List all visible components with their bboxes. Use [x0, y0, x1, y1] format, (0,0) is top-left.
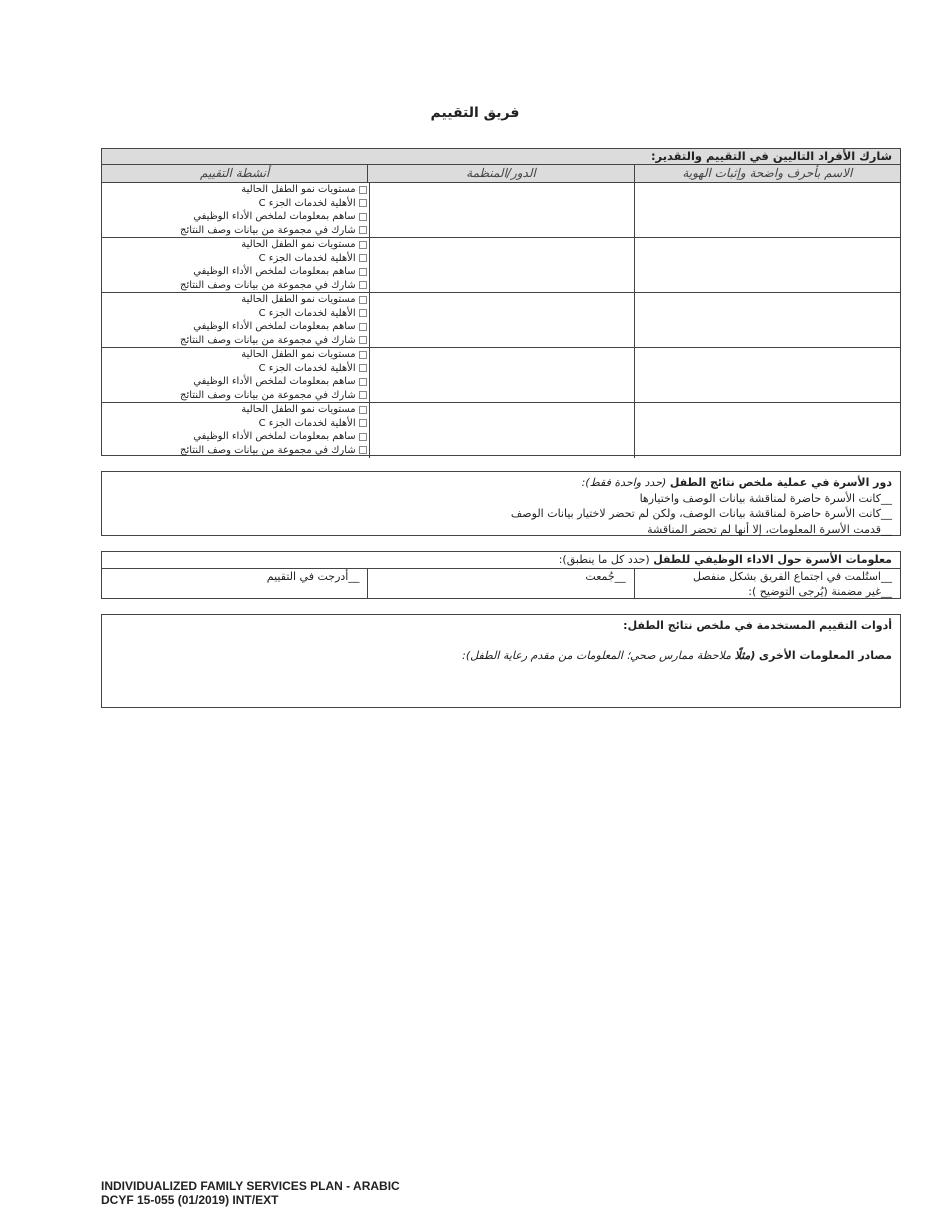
- collected-option[interactable]: __جُمعت: [585, 570, 626, 583]
- column-activities: أنشطة التقييم: [102, 165, 368, 182]
- not-included-option[interactable]: __غير مضمنة (يُرجى التوضيح ):: [748, 585, 892, 598]
- functional-info-section: [101, 551, 901, 599]
- functional-info-heading: [102, 552, 900, 569]
- activities-cell: [102, 348, 370, 402]
- role-cell[interactable]: [370, 293, 636, 347]
- activity-checkbox[interactable]: [359, 281, 367, 289]
- activity-checkbox[interactable]: [359, 351, 367, 359]
- activity-label: شارك في مجموعة من بيانات وصف النتائج: [180, 334, 356, 346]
- other-sources-desc: ملاحظة ممارس صحي؛ المعلومات من مقدم رعاية الطفل):: [462, 649, 732, 662]
- assessment-tools-section: [101, 614, 901, 708]
- activity-option[interactable]: [102, 252, 367, 266]
- functional-info-grid: [102, 569, 900, 599]
- activity-label: مستويات نمو الطفل الحالية: [241, 294, 356, 305]
- activities-cell: [102, 238, 370, 292]
- activities-cell: [102, 403, 370, 458]
- activity-checkbox[interactable]: [359, 406, 367, 414]
- activity-option[interactable]: [102, 293, 367, 307]
- activity-option[interactable]: [102, 279, 367, 293]
- functional-info-title: معلومات الأسرة حول الاداء الوظيفي للطفل: [653, 553, 892, 566]
- activity-checkbox[interactable]: [359, 419, 367, 427]
- activity-label: ساهم بمعلومات لملخص الأداء الوظيفي: [193, 321, 356, 332]
- name-cell[interactable]: [635, 183, 900, 237]
- activity-checkbox[interactable]: [359, 296, 367, 304]
- name-cell[interactable]: [635, 348, 900, 402]
- activity-label: ساهم بمعلومات لملخص الأداء الوظيفي: [193, 266, 356, 277]
- activity-label: الأهلية لخدمات الجزء C: [258, 252, 356, 264]
- column-role: الدور/المنظمة: [368, 165, 634, 182]
- tools-title: أدوات التقييم المستخدمة في ملخص نتائج الطفل:: [623, 619, 892, 632]
- activity-option[interactable]: [102, 417, 367, 431]
- activity-checkbox[interactable]: [359, 199, 367, 207]
- family-role-option[interactable]: __كانت الأسرة حاضرة لمناقشة بيانات الوصف واختيارها: [639, 491, 892, 505]
- team-row: [102, 238, 900, 293]
- activity-checkbox[interactable]: [359, 323, 367, 331]
- family-role-heading: [110, 475, 892, 491]
- activity-checkbox[interactable]: [359, 433, 367, 441]
- activity-option[interactable]: [102, 238, 367, 252]
- role-cell[interactable]: [370, 183, 636, 237]
- page-title: فريق التقييم: [430, 105, 520, 121]
- activity-label: ساهم بمعلومات لملخص الأداء الوظيفي: [193, 211, 356, 222]
- role-cell[interactable]: [370, 238, 636, 292]
- role-cell[interactable]: [370, 348, 636, 402]
- activity-option[interactable]: [102, 362, 367, 376]
- activity-checkbox[interactable]: [359, 268, 367, 276]
- activity-option[interactable]: [102, 224, 367, 238]
- activity-label: الأهلية لخدمات الجزء C: [258, 307, 356, 319]
- team-row: [102, 293, 900, 348]
- activity-checkbox[interactable]: [359, 186, 367, 194]
- activity-label: مستويات نمو الطفل الحالية: [241, 404, 356, 415]
- team-row: [102, 403, 900, 458]
- name-cell[interactable]: [635, 238, 900, 292]
- activity-label: شارك في مجموعة من بيانات وصف النتائج: [180, 389, 356, 401]
- assessment-team-table: [101, 148, 901, 456]
- other-sources-title: مصادر المعلومات الأخرى: [758, 649, 892, 662]
- other-sources-example: (مثلًا: [734, 649, 756, 662]
- footer-form-title: INDIVIDUALIZED FAMILY SERVICES PLAN - ARABIC: [101, 1179, 400, 1193]
- activity-option[interactable]: [102, 197, 367, 211]
- included-option[interactable]: __أدرجت في التقييم: [266, 570, 360, 583]
- activity-option[interactable]: [102, 265, 367, 279]
- activity-checkbox[interactable]: [359, 309, 367, 317]
- activity-option[interactable]: [102, 375, 367, 389]
- activity-label: ساهم بمعلومات لملخص الأداء الوظيفي: [193, 376, 356, 387]
- activity-checkbox[interactable]: [359, 213, 367, 221]
- family-role-section: [101, 471, 901, 536]
- functional-info-note: (حدد كل ما ينطبق):: [558, 553, 650, 566]
- name-cell[interactable]: [635, 403, 900, 458]
- activity-option[interactable]: [102, 210, 367, 224]
- activity-label: الأهلية لخدمات الجزء C: [258, 362, 356, 374]
- activity-checkbox[interactable]: [359, 254, 367, 262]
- name-cell[interactable]: [635, 293, 900, 347]
- activity-checkbox[interactable]: [359, 391, 367, 399]
- activity-checkbox[interactable]: [359, 226, 367, 234]
- activity-label: الأهلية لخدمات الجزء C: [258, 417, 356, 429]
- activity-label: شارك في مجموعة من بيانات وصف النتائج: [180, 279, 356, 291]
- footer-form-id: DCYF 15-055 (01/2019) INT/EXT: [101, 1193, 279, 1207]
- activity-label: مستويات نمو الطفل الحالية: [241, 349, 356, 360]
- activity-option[interactable]: [102, 348, 367, 362]
- activity-option[interactable]: [102, 389, 367, 403]
- family-role-option[interactable]: __كانت الأسرة حاضرة لمناقشة بيانات الوصف، ولكن لم تحضر لاختيار بيانات الوصف: [510, 507, 892, 520]
- activity-checkbox[interactable]: [359, 446, 367, 454]
- activity-option[interactable]: [102, 444, 367, 458]
- team-column-headers: [102, 165, 900, 183]
- activity-option[interactable]: [102, 334, 367, 348]
- activity-label: شارك في مجموعة من بيانات وصف النتائج: [180, 224, 356, 236]
- activity-label: الأهلية لخدمات الجزء C: [258, 197, 356, 209]
- activity-checkbox[interactable]: [359, 336, 367, 344]
- role-cell[interactable]: [370, 403, 636, 458]
- activity-label: ساهم بمعلومات لملخص الأداء الوظيفي: [193, 431, 356, 442]
- activity-option[interactable]: [102, 403, 367, 417]
- activity-option[interactable]: [102, 430, 367, 444]
- family-role-title: دور الأسرة في عملية ملخص نتائج الطفل: [669, 476, 892, 489]
- received-option[interactable]: __استُلمت في اجتماع الفريق بشكل منفصل: [693, 570, 892, 583]
- activity-option[interactable]: [102, 307, 367, 321]
- team-rows: [102, 183, 900, 458]
- team-table-header: شارك الأفراد التاليين في التقييم والتقدير:: [102, 149, 900, 165]
- activity-checkbox[interactable]: [359, 364, 367, 372]
- activity-option[interactable]: [102, 320, 367, 334]
- activity-label: مستويات نمو الطفل الحالية: [241, 184, 356, 195]
- other-sources: [110, 648, 892, 663]
- activity-checkbox[interactable]: [359, 378, 367, 386]
- column-name: الاسم بأحرف واضحة وإثبات الهوية: [682, 166, 853, 180]
- activity-label: شارك في مجموعة من بيانات وصف النتائج: [180, 444, 356, 456]
- activity-label: مستويات نمو الطفل الحالية: [241, 239, 356, 250]
- activities-cell: [102, 293, 370, 347]
- team-row: [102, 348, 900, 403]
- activity-checkbox[interactable]: [359, 241, 367, 249]
- activities-cell: [102, 183, 370, 237]
- family-role-note: (حدد واحدة فقط):: [581, 476, 667, 489]
- family-role-option[interactable]: __قدمت الأسرة المعلومات، إلا أنها لم تحضر المناقشة: [647, 522, 892, 536]
- team-row: [102, 183, 900, 238]
- activity-option[interactable]: [102, 183, 367, 197]
